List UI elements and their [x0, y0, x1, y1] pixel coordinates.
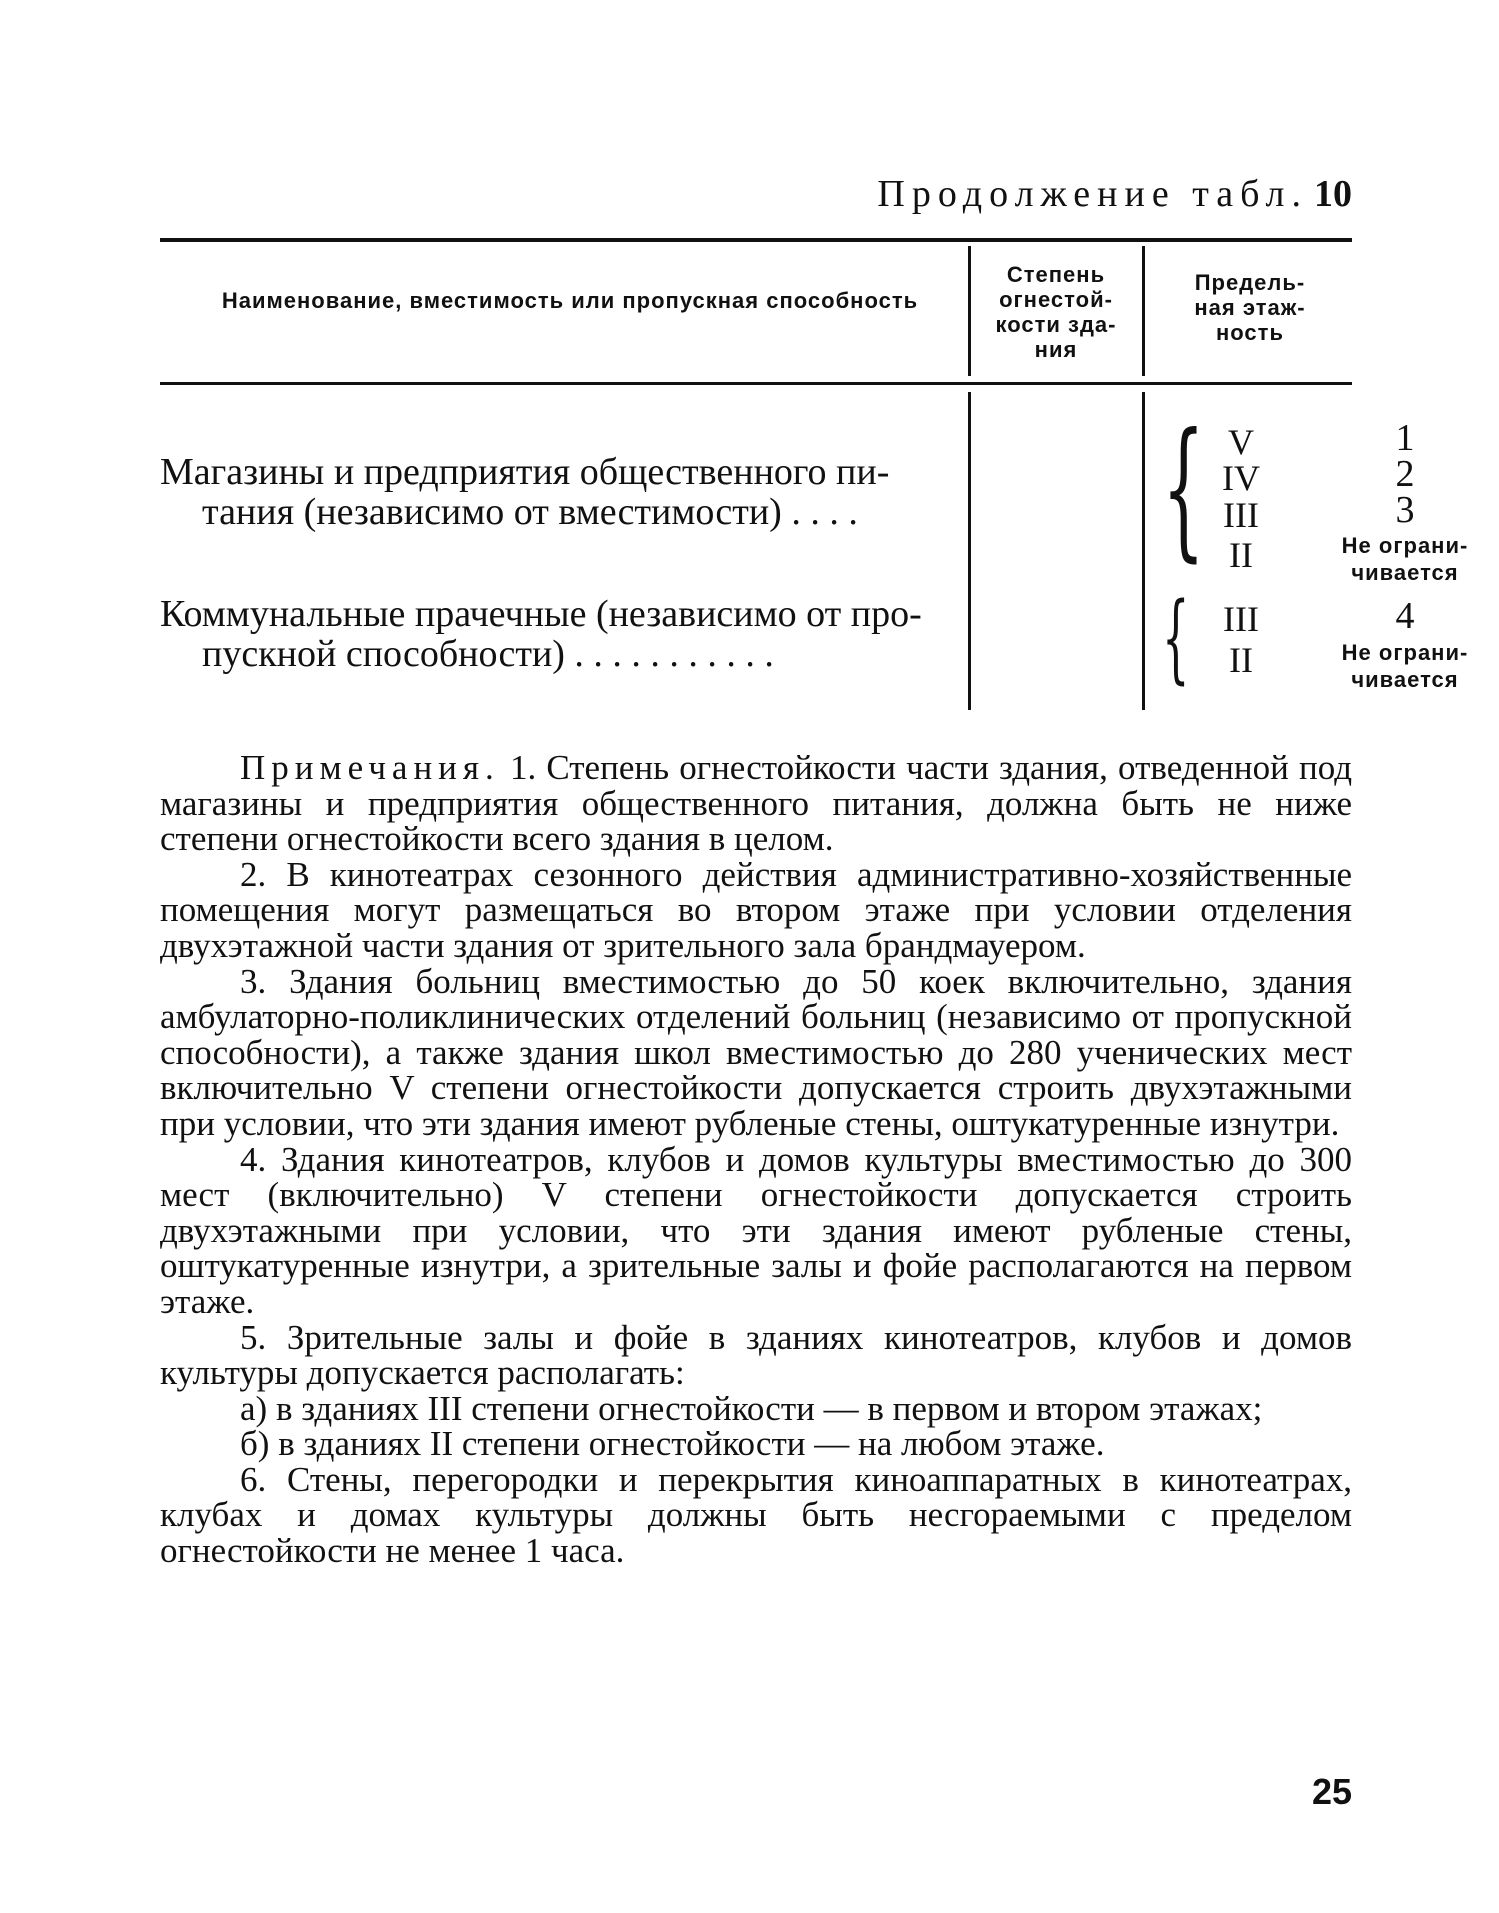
- row-name-line: Магазины и предприятия общественного пи-: [160, 451, 890, 493]
- note-paragraph: 5. Зрительные залы и фойе в зданиях кинотеатров, клубов и домов культуры допускается располагать:: [160, 1317, 1352, 1393]
- note-paragraph: 4. Здания кинотеатров, клубов и домов культуры вместимостью до 300 мест (включительно) V степени огнестойкости допускается строить двухэтажными при условии, что эти здания имеют рубленые стены, оштукатуренные изнутри, а зрительные залы и фойе располагаются на первом этаже.: [160, 1139, 1352, 1321]
- note-paragraph: 6. Стены, перегородки и перекрытия киноаппаратных в кинотеатрах, клубах и домах культуры должны быть несгораемыми с пределом огнестойкости не менее 1 часа.: [160, 1459, 1352, 1571]
- notes-section: [160, 750, 1352, 1569]
- table-header-divider-2: [1142, 246, 1145, 376]
- notes-heading: Примечания.: [240, 748, 500, 787]
- table-cell-limit: Не ограни-: [1341, 640, 1469, 665]
- table-cell-limit: 4: [1395, 595, 1415, 637]
- document-page: [160, 0, 1469, 1913]
- table-cell-degree: III: [1223, 495, 1259, 535]
- note-paragraph: 2. В кинотеатрах сезонного действия административно-хозяйственные помещения могут размещаться во втором этаже при условии отделения двухэтажной части здания от зрительного зала брандмауером.: [160, 854, 1352, 965]
- note-paragraph: б) в зданиях II степени огнестойкости — на любом этаже.: [240, 1424, 1105, 1464]
- note-text: 1. Степень огнестойкости части здания, отведенной под магазины и предприятия общественного питания, должна быть не ниже степени огнестойкости всего здания в целом.: [160, 748, 1353, 859]
- table-cell-degree: II: [1229, 640, 1253, 680]
- row-name-line: тания (независимо от вместимости) . . . .: [202, 491, 858, 533]
- page-number: 25: [1311, 1771, 1352, 1812]
- brace-icon: {: [1162, 582, 1190, 694]
- table-cell-limit: 3: [1395, 489, 1415, 531]
- table-cell-limit: 2: [1395, 453, 1415, 495]
- table-body-divider-2: [1142, 392, 1145, 710]
- table-header-name: Наименование, вместимость или пропускная способность: [221, 288, 919, 313]
- note-paragraph: [160, 750, 1352, 857]
- table-header-degree: Степень огнестой- кости зда- ния: [995, 262, 1117, 362]
- table-cell-degree: IV: [1222, 458, 1260, 498]
- table-cell-degree: V: [1228, 422, 1254, 462]
- table-header-rule: [160, 382, 1352, 385]
- row-name-line: пускной способности) . . . . . . . . . . .: [202, 633, 774, 675]
- table-cell-limit: чивается: [1351, 667, 1459, 692]
- table-row-name: [160, 594, 960, 674]
- table-row-name: [160, 452, 960, 532]
- table-header-divider-1: [968, 246, 971, 376]
- table-cell-limit: Не ограни-: [1341, 533, 1469, 558]
- table-top-rule: [160, 238, 1352, 242]
- table-cell-degree: III: [1223, 599, 1259, 639]
- note-paragraph: а) в зданиях III степени огнестойкости — в первом и втором этажах;: [240, 1388, 1263, 1428]
- brace-icon: {: [1162, 402, 1205, 576]
- table-caption: [877, 172, 1352, 216]
- table-caption-text: Продолжение табл.: [877, 173, 1308, 215]
- table-body-divider-1: [968, 392, 971, 710]
- note-paragraph: 3. Здания больниц вместимостью до 50 коек включительно, здания амбулаторно-поликлинических отделений больниц (независимо от пропускной способности), а также здания школ вместимостью до 280 ученических мест включительно V степени огнестойкости допускается строить двухэтажными при условии, что эти здания имеют рубленые стены, оштукатуренные изнутри.: [160, 961, 1352, 1143]
- table-cell-degree: II: [1229, 535, 1253, 575]
- table-caption-number: 10: [1314, 173, 1352, 215]
- row-name-line: Коммунальные прачечные (независимо от про-: [160, 593, 922, 635]
- table-header-limit: Предель- ная этаж- ность: [1194, 270, 1306, 345]
- table-cell-limit: чивается: [1351, 560, 1459, 585]
- table-cell-limit: 1: [1395, 417, 1415, 459]
